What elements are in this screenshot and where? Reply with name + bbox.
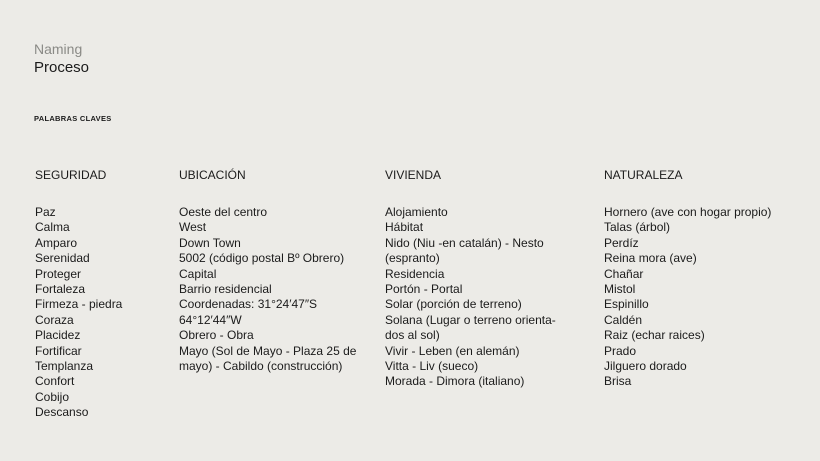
keyword-list xyxy=(35,205,165,421)
keyword-list xyxy=(385,205,570,390)
list-item: Oeste del centro xyxy=(179,205,268,219)
column-heading: UBICACIÓN xyxy=(179,168,246,182)
list-item: Hábitat xyxy=(385,220,424,235)
column-heading: SEGURIDAD xyxy=(35,168,107,182)
list-item: Calma xyxy=(35,220,70,235)
keyword-list xyxy=(604,205,794,390)
list-item: Descanso xyxy=(35,405,89,420)
list-item: Coordenadas: 31°24′47″S xyxy=(179,297,318,312)
list-item: Templanza xyxy=(35,359,94,374)
column-ubicacion xyxy=(179,168,369,374)
list-item: Residencia xyxy=(385,266,445,281)
list-item: Reina mora (ave) xyxy=(604,251,697,266)
list-item: Morada - Dimora (italiano) xyxy=(385,374,525,389)
naming-label: Naming xyxy=(34,41,83,57)
list-item: Amparo xyxy=(35,235,78,250)
list-item: West xyxy=(179,220,207,235)
list-item: Chañar xyxy=(604,266,644,281)
column-naturaleza xyxy=(604,168,794,390)
keywords-section-label: PALABRAS CLAVES xyxy=(34,114,112,123)
list-item: Proteger xyxy=(35,266,82,281)
keyword-list xyxy=(179,205,369,374)
list-item: Caldén xyxy=(604,312,643,327)
list-item: Fortificar xyxy=(35,343,82,358)
list-item: Paz xyxy=(35,205,56,219)
list-item: Barrio residencial xyxy=(179,282,272,297)
list-item: Capital xyxy=(179,266,217,281)
list-item: 64°12′44″W xyxy=(179,312,242,327)
list-item: Coraza xyxy=(35,312,74,327)
list-item: Talas (árbol) xyxy=(604,220,671,235)
list-item: Portón - Portal xyxy=(385,282,463,297)
list-item: 5002 (código postal Bº Obrero) xyxy=(179,251,345,266)
list-item: Down Town xyxy=(179,235,241,250)
list-item: Hornero (ave con hogar propio) xyxy=(604,205,772,219)
list-item: Prado xyxy=(604,343,637,358)
list-item: Solana (Lugar o terreno orienta- dos al sol) xyxy=(385,312,556,343)
column-seguridad xyxy=(35,168,165,421)
column-heading: VIVIENDA xyxy=(385,168,442,182)
page-title: Proceso xyxy=(34,59,90,76)
list-item: Obrero - Obra xyxy=(179,328,254,343)
list-item: Nido (Niu -en catalán) - Nesto (espranto) xyxy=(385,235,544,266)
list-item: Mistol xyxy=(604,282,636,297)
list-item: Jilguero dorado xyxy=(604,359,687,374)
list-item: Cobijo xyxy=(35,389,70,404)
column-vivienda xyxy=(385,168,570,390)
list-item: Firmeza - piedra xyxy=(35,297,123,312)
column-heading: NATURALEZA xyxy=(604,168,683,182)
list-item: Vitta - Liv (sueco) xyxy=(385,359,479,374)
list-item: Perdíz xyxy=(604,235,639,250)
list-item: Mayo (Sol de Mayo - Plaza 25 de mayo) - Cabildo (construcción) xyxy=(179,343,357,374)
list-item: Solar (porción de terreno) xyxy=(385,297,522,312)
list-item: Brisa xyxy=(604,374,632,389)
list-item: Vivir - Leben (en alemán) xyxy=(385,343,520,358)
list-item: Fortaleza xyxy=(35,282,86,297)
list-item: Serenidad xyxy=(35,251,90,266)
list-item: Raiz (echar raices) xyxy=(604,328,705,343)
list-item: Placidez xyxy=(35,328,81,343)
list-item: Alojamiento xyxy=(385,205,448,219)
list-item: Confort xyxy=(35,374,75,389)
list-item: Espinillo xyxy=(604,297,649,312)
